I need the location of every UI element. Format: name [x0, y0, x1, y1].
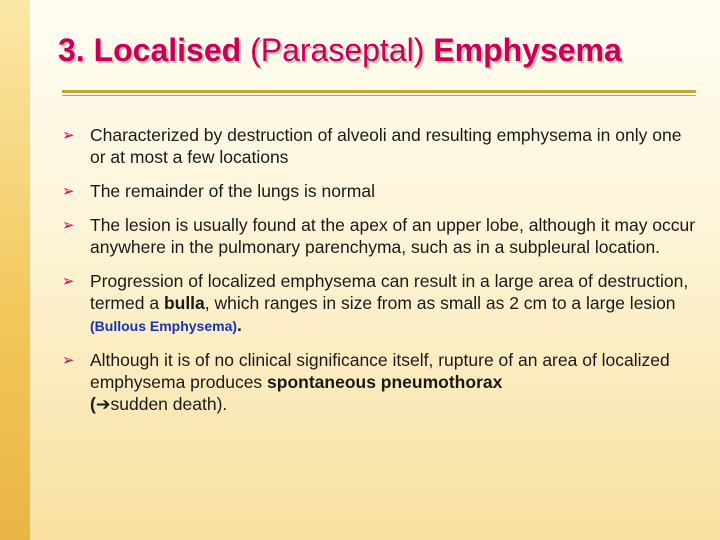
list-item [62, 214, 696, 258]
bullet-text-start: Although it is of no clinical significance itself, rupture of an area of localized emphysema produces [90, 350, 670, 392]
bullet-arrow-icon: ➢ [62, 272, 75, 290]
right-arrow-icon: ➔ [95, 395, 111, 415]
bullet-arrow-icon: ➢ [62, 126, 75, 144]
bullet-text-mid: , which ranges in size from as small as 2 cm to a large lesion [204, 293, 676, 313]
list-item [62, 180, 696, 202]
bullet-text-start: Progression of localized emphysema can result in a large area of destruction, termed a [90, 271, 689, 313]
bullet-arrow-icon: ➢ [62, 351, 75, 369]
title-divider [62, 90, 696, 93]
title-part-1: 3. Localised [58, 32, 242, 68]
list-item [62, 270, 696, 337]
title-part-2: (Paraseptal) [250, 32, 425, 68]
title-part-3: Emphysema [433, 32, 622, 68]
open-paren: ( [90, 394, 96, 414]
bullet-arrow-icon: ➢ [62, 182, 75, 200]
pneumothorax-term: spontaneous pneumothorax [267, 372, 503, 392]
bullet-text-end: sudden death). [110, 394, 228, 414]
slide-title [58, 30, 622, 70]
bullet-text: Characterized by destruction of alveoli and resulting emphysema in only one or at most a few locations [90, 125, 682, 167]
bullet-list [62, 124, 696, 428]
bulla-term: bulla [163, 293, 205, 313]
bullous-emphysema-note: (Bullous Emphysema) [90, 318, 238, 334]
bullet-text: The remainder of the lungs is normal [90, 181, 375, 201]
bullet-text: The lesion is usually found at the apex of an upper lobe, although it may occur anywhere in the pulmonary parenchyma, such as in a subpleural location. [90, 215, 696, 257]
left-decor-bar [0, 0, 30, 540]
bullet-arrow-icon: ➢ [62, 216, 75, 234]
title-divider-thin [62, 95, 696, 96]
bullet-text-end: . [237, 315, 242, 335]
list-item [62, 349, 696, 416]
list-item [62, 124, 696, 168]
